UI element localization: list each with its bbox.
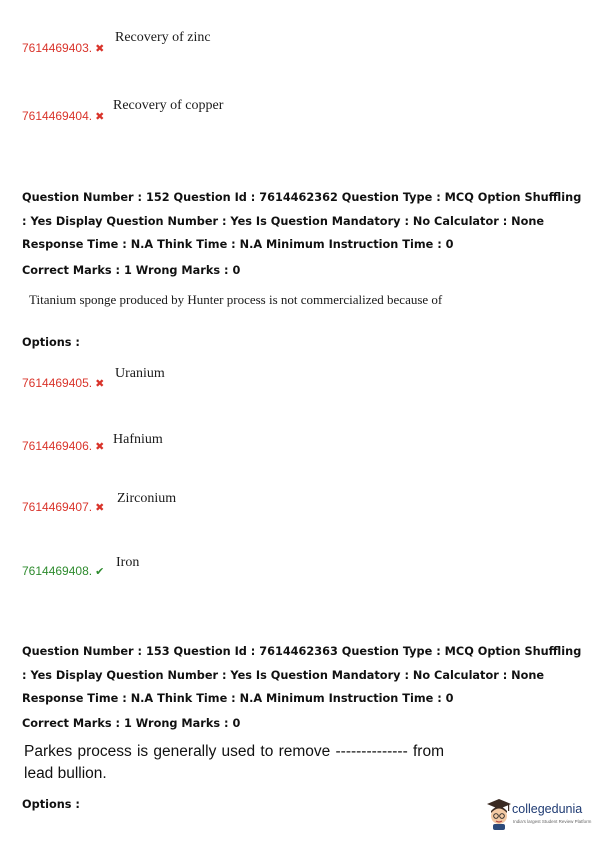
option-id — [22, 439, 104, 453]
wrong-mark-icon: ✖ — [95, 43, 105, 55]
option-text: Iron — [116, 555, 140, 570]
option-id — [22, 109, 104, 123]
option-id-text: 7614469404. — [22, 109, 93, 123]
option-id-text: 7614469403. — [22, 41, 93, 55]
option-id-text: 7614469405. — [22, 376, 93, 390]
wrong-mark-icon: ✖ — [95, 111, 105, 123]
collegedunia-logo — [486, 798, 590, 832]
option-id-text: 7614469408. — [22, 564, 93, 578]
option-text: Uranium — [115, 366, 165, 381]
correct-check-icon: ✔ — [95, 566, 105, 578]
option-id-text: 7614469406. — [22, 439, 93, 453]
logo-tagline: India's largest Student Review Platform — [513, 819, 592, 824]
question-meta: Question Number : 152 Question Id : 7614462362 Question Type : MCQ Option Shuffling : Yes Display Question Number : Yes Is Question Mandatory : No Calculator : None Response Time : N.A Think Time : N.A Minimum Instruction Time : 0 — [22, 191, 582, 251]
option-id — [22, 41, 104, 55]
option-text: Recovery of zinc — [115, 30, 211, 45]
question-text: Titanium sponge produced by Hunter process is not commercialized because of — [29, 292, 443, 307]
option-id — [22, 376, 104, 390]
graduate-mascot-icon — [486, 798, 512, 830]
option-id-text: 7614469407. — [22, 500, 93, 514]
question-text: Parkes process is generally used to remove -------------- from lead bullion. — [24, 743, 444, 782]
options-label: Options : — [22, 336, 80, 349]
question-meta: Question Number : 153 Question Id : 7614462363 Question Type : MCQ Option Shuffling : Yes Display Question Number : Yes Is Question Mandatory : No Calculator : None Response Time : N.A Think Time : N.A Minimum Instruction Time : 0 — [22, 645, 582, 705]
wrong-mark-icon: ✖ — [95, 441, 105, 453]
option-text: Zirconium — [117, 491, 177, 506]
options-label: Options : — [22, 798, 80, 811]
option-id — [22, 500, 104, 514]
option-text: Hafnium — [113, 432, 163, 447]
wrong-mark-icon: ✖ — [95, 502, 105, 514]
logo-name: collegedunia — [512, 802, 583, 816]
wrong-mark-icon: ✖ — [95, 378, 105, 390]
marks-line: Correct Marks : 1 Wrong Marks : 0 — [22, 717, 241, 730]
option-text: Recovery of copper — [113, 98, 224, 113]
option-id — [22, 564, 104, 578]
marks-line: Correct Marks : 1 Wrong Marks : 0 — [22, 264, 241, 277]
